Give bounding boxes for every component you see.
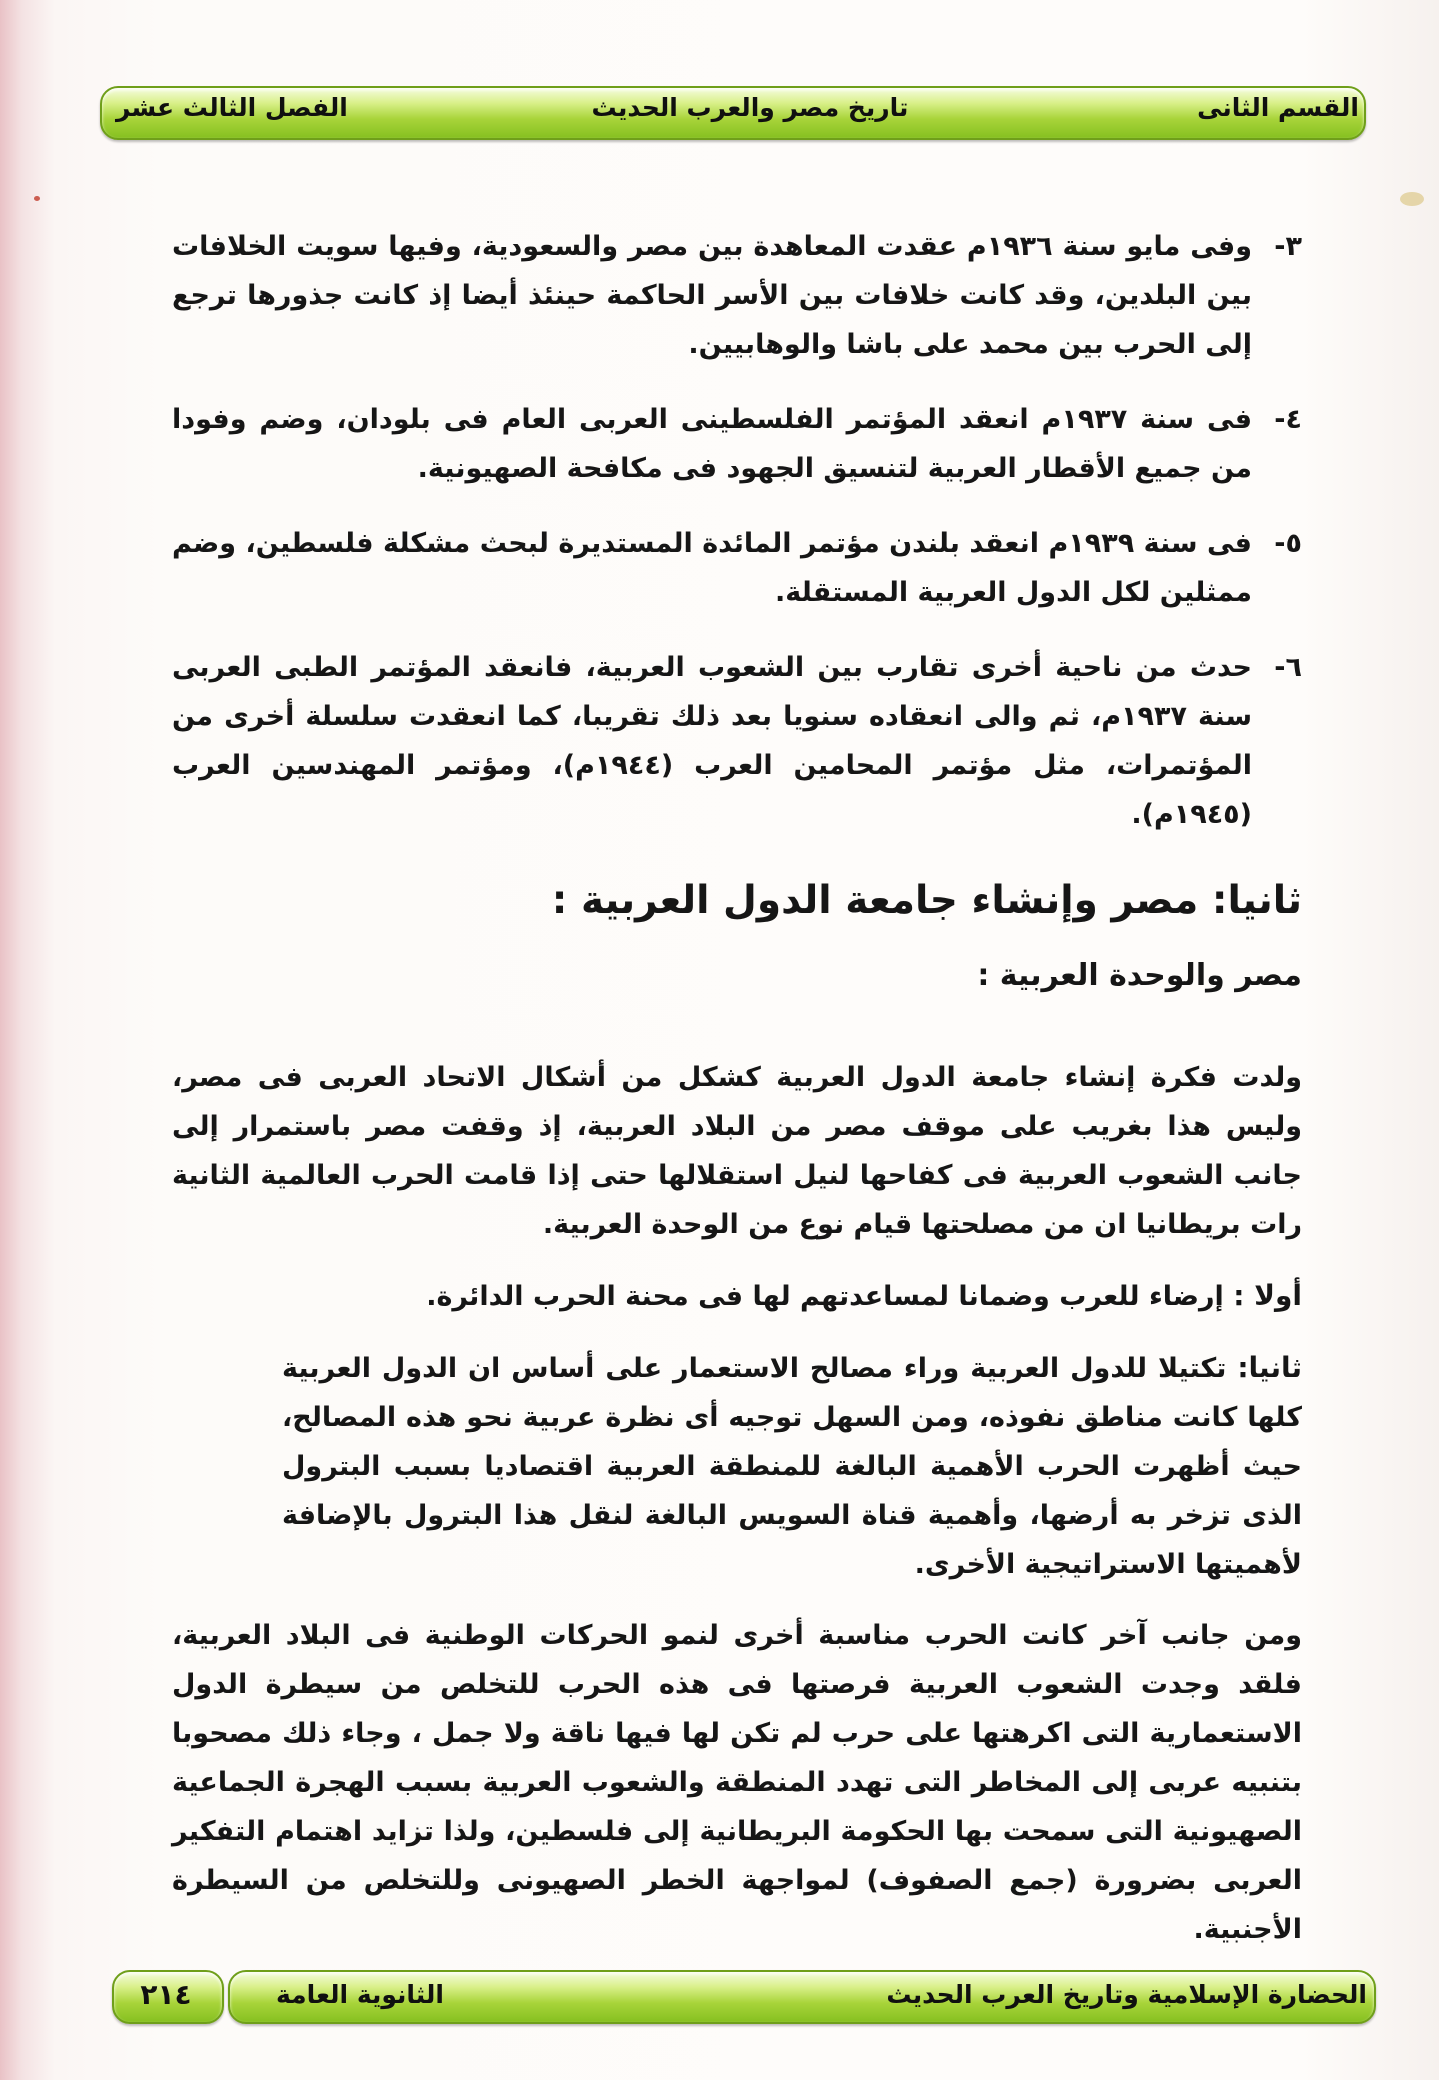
section-heading: ثانيا: مصر وإنشاء جامعة الدول العربية :: [551, 878, 1302, 923]
item-text: فى سنة ١٩٣٩م انعقد بلندن مؤتمر المائدة المستديرة لبحث مشكلة فلسطين، وضم ممثلين لكل الدول العربية المستقلة.: [172, 528, 1252, 608]
point-first: [282, 1271, 1302, 1321]
page-content: [172, 222, 1302, 1976]
list-item: [172, 643, 1302, 839]
list-item: [172, 395, 1302, 493]
point-label: أولا :: [1233, 1279, 1302, 1312]
list-item: [172, 222, 1302, 369]
header-chapter: الفصل الثالث عشر: [116, 93, 348, 122]
item-number: ٦-: [1274, 652, 1302, 683]
footer-book-title: الحضارة الإسلامية وتاريخ العرب الحديث: [886, 1980, 1367, 2009]
point-second: [282, 1343, 1302, 1589]
header-section: القسم الثانى: [1197, 93, 1359, 122]
item-number: ٣-: [1274, 231, 1302, 262]
point-text: إرضاء للعرب وضمانا لمساعدتهم لها فى محنة الحرب الدائرة.: [426, 1281, 1224, 1312]
item-number: ٤-: [1274, 404, 1302, 435]
page-number: ٢١٤: [140, 1978, 192, 2011]
footer-grade: الثانوية العامة: [276, 1980, 444, 2009]
item-text: وفى مايو سنة ١٩٣٦م عقدت المعاهدة بين مصر والسعودية، وفيها سويت الخلافات بين البلدين، وقد كانت خلافات بين الأسر الحاكمة حينئذ أيضا إذ كانت جذورها ترجع إلى الحرب بين محمد على باشا والوهابيين.: [172, 231, 1252, 360]
item-text: حدث من ناحية أخرى تقارب بين الشعوب العربية، فانعقد المؤتمر الطبى العربى سنة ١٩٣٧م، ثم والى انعقاده سنويا بعد ذلك تقريبا، كما انعقدت سلسلة أخرى من المؤتمرات، مثل مؤتمر المحامين العرب (١٩٤٤م)، ومؤتمر المهندسين العرب (١٩٤٥م).: [172, 652, 1252, 830]
point-text: تكتيلا للدول العربية وراء مصالح الاستعمار على أساس ان الدول العربية كلها كانت مناطق نفوذه، ومن السهل توجيه أى نظرة عربية نحو هذه المصالح، حيث أظهرت الحرب الأهمية البالغة للمنطقة العربية اقتصاديا بسبب البترول الذى تزخر به أرضها، وأهمية قناة السويس البالغة لنقل هذا البترول بالإضافة لأهميتها الاستراتيجية الأخرى.: [282, 1353, 1302, 1580]
paragraph: ولدت فكرة إنشاء جامعة الدول العربية كشكل من أشكال الاتحاد العربى فى مصر، وليس هذا بغريب على موقف مصر من البلاد العربية، إذ وقفت مصر باستمرار إلى جانب الشعوب العربية فى كفاحها لنيل استقلالها حتى إذا قامت الحرب العالمية الثانية رات بريطانيا ان من مصلحتها قيام نوع من الوحدة العربية.: [172, 1062, 1302, 1240]
page-mark: [34, 196, 40, 201]
point-label: ثانيا:: [1237, 1351, 1303, 1384]
item-number: ٥-: [1274, 528, 1302, 559]
page-smudge: [1400, 192, 1424, 206]
list-item: [172, 519, 1302, 617]
paragraph: ومن جانب آخر كانت الحرب مناسبة أخرى لنمو الحركات الوطنية فى البلاد العربية، فلقد وجدت الشعوب العربية فرصتها فى هذه الحرب للتخلص من سيطرة الدول الاستعمارية التى اكرهتها على حرب لم تكن لها فيها ناقة ولا جمل ، وجاء ذلك مصحوبا بتنبيه عربى إلى المخاطر التى تهدد المنطقة والشعوب العربية بسبب الهجرة الجماعية الصهيونية التى سمحت بها الحكومة البريطانية إلى فلسطين، ولذا تزايد اهتمام التفكير العربى بضرورة (جمع الصفوف) لمواجهة الخطر الصهيونى وللتخلص من السيطرة الأجنبية.: [172, 1620, 1302, 1945]
item-text: فى سنة ١٩٣٧م انعقد المؤتمر الفلسطينى العربى العام فى بلودان، وضم وفودا من جميع الأقطار العربية لتنسيق الجهود فى مكافحة الصهيونية.: [172, 404, 1252, 484]
subsection-heading: مصر والوحدة العربية :: [977, 958, 1302, 993]
header-title: تاريخ مصر والعرب الحديث: [591, 93, 909, 122]
